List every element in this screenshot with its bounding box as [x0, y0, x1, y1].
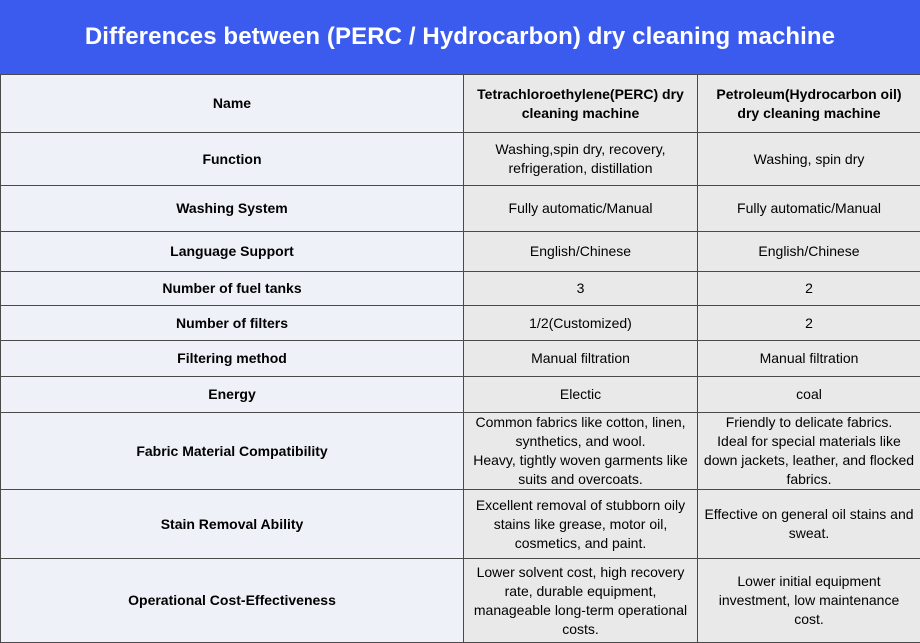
hydrocarbon-value: coal [698, 377, 920, 413]
row-label: Function [1, 133, 464, 186]
table-row [1, 559, 920, 643]
header-name-cell: Name [1, 75, 464, 133]
table-header-row [1, 75, 920, 133]
perc-value: English/Chinese [464, 232, 698, 272]
perc-value: Lower solvent cost, high recovery rate, durable equipment, manageable long-term operational costs. [464, 559, 698, 643]
perc-value: Common fabrics like cotton, linen, synthetics, and wool. Heavy, tightly woven garments like suits and overcoats. [464, 413, 698, 490]
table-row [1, 377, 920, 413]
row-label: Energy [1, 377, 464, 413]
row-label: Filtering method [1, 341, 464, 377]
table-row [1, 413, 920, 490]
hydrocarbon-value: Washing, spin dry [698, 133, 920, 186]
page-title: Differences between (PERC / Hydrocarbon) dry cleaning machine [0, 0, 920, 74]
hydrocarbon-value: Effective on general oil stains and sweat. [698, 490, 920, 559]
header-hydrocarbon-cell: Petroleum(Hydrocarbon oil) dry cleaning machine [698, 75, 920, 133]
perc-value: Fully automatic/Manual [464, 186, 698, 232]
perc-value: 3 [464, 272, 698, 306]
hydrocarbon-value: Manual filtration [698, 341, 920, 377]
table-row [1, 306, 920, 341]
row-label: Number of filters [1, 306, 464, 341]
row-label: Operational Cost-Effectiveness [1, 559, 464, 643]
table-row [1, 133, 920, 186]
perc-value: Excellent removal of stubborn oily stains like grease, motor oil, cosmetics, and paint. [464, 490, 698, 559]
hydrocarbon-value: Fully automatic/Manual [698, 186, 920, 232]
hydrocarbon-value: English/Chinese [698, 232, 920, 272]
perc-value: Manual filtration [464, 341, 698, 377]
row-label: Stain Removal Ability [1, 490, 464, 559]
header-perc-cell: Tetrachloroethylene(PERC) dry cleaning machine [464, 75, 698, 133]
hydrocarbon-value: 2 [698, 306, 920, 341]
table-row [1, 272, 920, 306]
row-label: Fabric Material Compatibility [1, 413, 464, 490]
row-label: Washing System [1, 186, 464, 232]
perc-value: Washing,spin dry, recovery, refrigeration, distillation [464, 133, 698, 186]
row-label: Number of fuel tanks [1, 272, 464, 306]
table-row [1, 490, 920, 559]
row-label: Language Support [1, 232, 464, 272]
table-row [1, 341, 920, 377]
comparison-table [0, 74, 920, 643]
hydrocarbon-value: 2 [698, 272, 920, 306]
hydrocarbon-value: Friendly to delicate fabrics. Ideal for special materials like down jackets, leather, and flocked fabrics. [698, 413, 920, 490]
table-row [1, 186, 920, 232]
hydrocarbon-value: Lower initial equipment investment, low maintenance cost. [698, 559, 920, 643]
perc-value: 1/2(Customized) [464, 306, 698, 341]
perc-value: Electic [464, 377, 698, 413]
table-row [1, 232, 920, 272]
